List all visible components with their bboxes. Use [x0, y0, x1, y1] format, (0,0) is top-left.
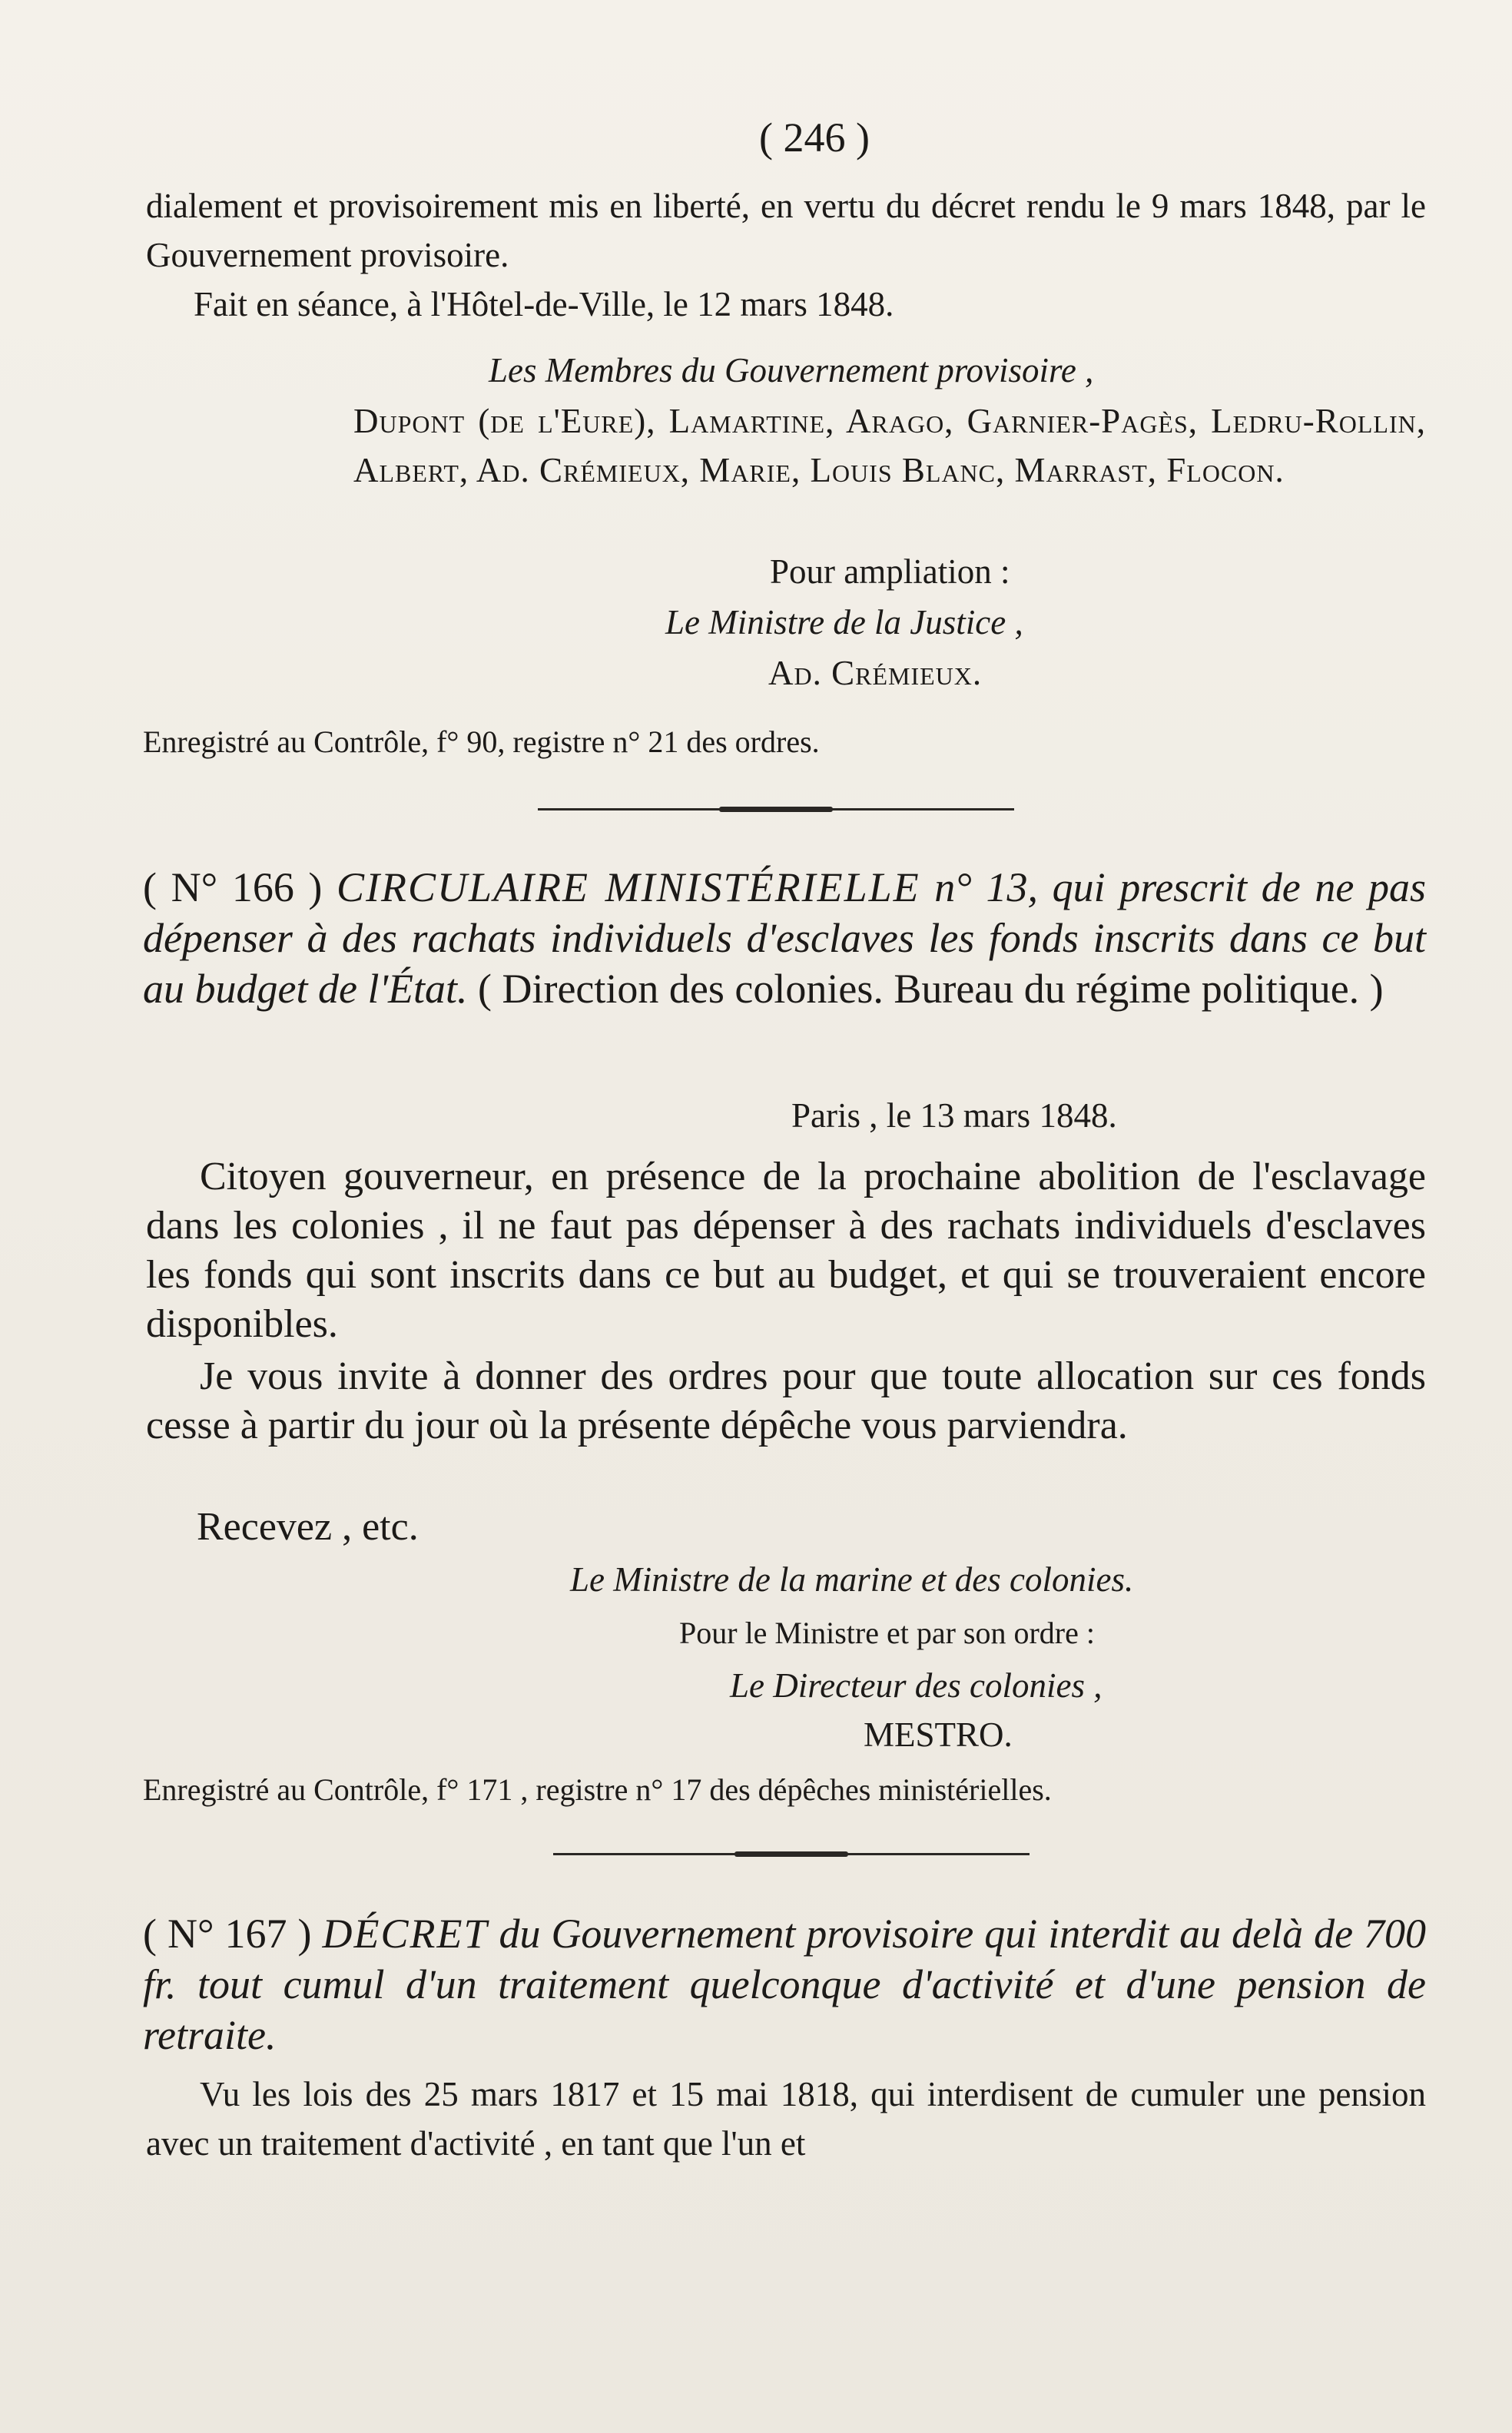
decret-title-rest: du Gouvernement provisoire qui interdit au delà de 700 fr. tout cumul d'un traitement quelconque d'activité et d'une pension de retraite.	[143, 1911, 1427, 2058]
continuation-paragraph: dialement et provisoirement mis en liberté, en vertu du décret rendu le 9 mars 1848, par le Gouvernement provisoire.	[146, 187, 1426, 274]
circulaire-number: ( N° 166 )	[143, 864, 323, 910]
circulaire-heading	[143, 862, 1426, 1014]
ampliation-line: Pour ampliation :	[770, 552, 1010, 591]
decret-heading	[143, 1908, 1426, 2060]
ministre-marine: Le Ministre de la marine et des colonies.	[570, 1560, 1134, 1599]
enregistre-line-1: Enregistré au Contrôle, f° 90, registre n° 21 des ordres.	[143, 724, 820, 759]
separator-rule-2	[553, 1853, 1030, 1855]
enregistre-line-2: Enregistré au Contrôle, f° 171 , registre n° 17 des dépêches ministérielles.	[143, 1772, 1052, 1807]
membres-names: Dupont (de l'Eure), Lamartine, Arago, Garnier-Pagès, Ledru-Rollin, Albert, Ad. Crémieux, Marie, Louis Blanc, Marrast, Flocon.	[353, 402, 1426, 489]
circulaire-title-caps: CIRCULAIRE MINISTÉRIELLE	[337, 864, 920, 910]
pour-ministre: Pour le Ministre et par son ordre :	[679, 1616, 1095, 1650]
circulaire-direction: ( Direction des colonies. Bureau du régime politique. )	[477, 966, 1384, 1012]
decret-paragraph-1: Vu les lois des 25 mars 1817 et 15 mai 1818, qui interdisent de cumuler une pension avec un traitement d'activité , en tant que l'un et	[146, 2075, 1426, 2163]
membres-title: Les Membres du Gouvernement provisoire ,	[489, 351, 1094, 389]
directeur-title: Le Directeur des colonies ,	[730, 1666, 1102, 1705]
decret-title-caps: DÉCRET	[322, 1911, 489, 1957]
ministre-justice: Le Ministre de la Justice ,	[665, 603, 1023, 641]
recevez-line: Recevez , etc.	[197, 1505, 419, 1549]
directeur-name: MESTRO.	[864, 1715, 1013, 1754]
separator-rule-1	[538, 808, 1014, 810]
page-number: ( 246 )	[759, 114, 870, 161]
circulaire-title-rest: n° 13, qui prescrit de ne pas dépenser à des rachats individuels d'esclaves les fonds inscrits dans ce but au budget de l'État.	[143, 864, 1426, 1012]
ministre-justice-name: Ad. Crémieux.	[768, 654, 983, 692]
seance-line: Fait en séance, à l'Hôtel-de-Ville, le 12 mars 1848.	[194, 285, 894, 323]
circulaire-paragraph-2: Je vous invite à donner des ordres pour que toute allocation sur ces fonds cesse à partir du jour où la présente dépêche vous parviendra.	[146, 1354, 1426, 1447]
circulaire-paragraph-1: Citoyen gouverneur, en présence de la prochaine abolition de l'esclavage dans les colonies , il ne faut pas dépenser à des rachats individuels d'esclaves les fonds qui sont inscrits dans ce but au budget, et qui se trouveraient encore disponibles.	[146, 1155, 1426, 1346]
circulaire-date: Paris , le 13 mars 1848.	[791, 1096, 1117, 1135]
decret-number: ( N° 167 )	[143, 1911, 312, 1957]
